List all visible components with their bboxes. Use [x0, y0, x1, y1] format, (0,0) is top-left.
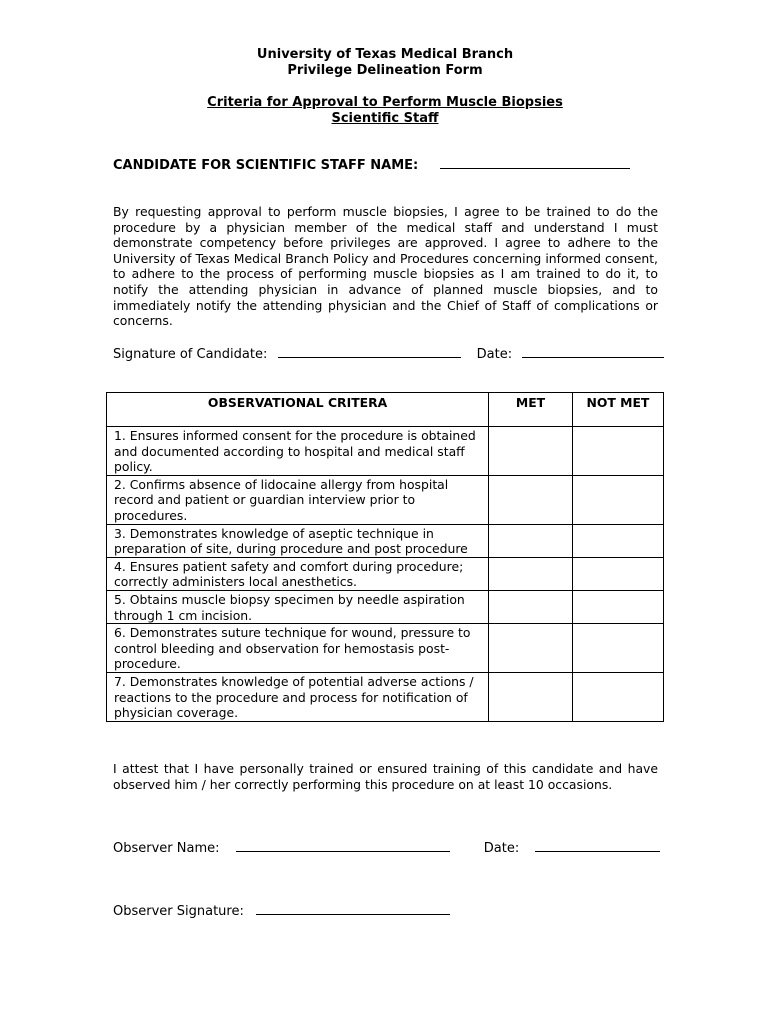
criterion-text: 2. Confirms absence of lidocaine allergy from hospital record and patient or guardian interview prior to procedures. — [107, 475, 489, 524]
met-cell[interactable] — [489, 427, 573, 476]
observer-name-row — [113, 839, 660, 857]
form-title: Privilege Delineation Form — [287, 63, 483, 78]
criteria-title: Criteria for Approval to Perform Muscle Biopsies — [207, 95, 563, 110]
not-met-cell[interactable] — [572, 624, 663, 673]
not-met-cell[interactable] — [572, 590, 663, 623]
criterion-text: 7. Demonstrates knowledge of potential adverse actions / reactions to the procedure and process for notification of physician coverage. — [107, 672, 489, 721]
observer-date-field[interactable] — [535, 839, 660, 852]
candidate-name-field[interactable] — [440, 156, 630, 169]
table-row — [107, 475, 664, 524]
agreement-paragraph: By requesting approval to perform muscle biopsies, I agree to be trained to do the procedure by a physician member of the medical staff and understand I must demonstrate competency before privileges are approved. I agree to adhere to the University of Texas Medical Branch Policy and Procedures concerning informed consent, to adhere to the process of performing muscle biopsies as I am trained to do it, to notify the attending physician in advance of planned muscle biopsies, and to immediately notify the attending physician and the Chief of Staff of complications or concerns. — [113, 204, 658, 329]
met-cell[interactable] — [489, 475, 573, 524]
table-row — [107, 557, 664, 590]
institution-title: University of Texas Medical Branch — [256, 47, 514, 62]
candidate-signature-field[interactable] — [278, 345, 461, 358]
table-row — [107, 524, 664, 557]
criteria-table — [106, 392, 664, 722]
observer-signature-row — [113, 902, 450, 920]
staff-type-title: Scientific Staff — [331, 111, 439, 126]
table-header-row — [107, 393, 664, 427]
candidate-name-row — [113, 156, 630, 174]
not-met-cell[interactable] — [572, 672, 663, 721]
met-cell[interactable] — [489, 524, 573, 557]
criteria-column-header: OBSERVATIONAL CRITERA — [107, 393, 489, 427]
table-row — [107, 624, 664, 673]
not-met-cell[interactable] — [572, 524, 663, 557]
observer-date-label: Date: — [483, 841, 520, 856]
not-met-column-header: NOT MET — [572, 393, 663, 427]
criterion-text: 3. Demonstrates knowledge of aseptic technique in preparation of site, during procedure and post procedure — [107, 524, 489, 557]
table-row — [107, 590, 664, 623]
not-met-cell[interactable] — [572, 475, 663, 524]
met-cell[interactable] — [489, 624, 573, 673]
criterion-text: 6. Demonstrates suture technique for wound, pressure to control bleeding and observation for hemostasis post-procedure. — [107, 624, 489, 673]
criterion-text: 1. Ensures informed consent for the procedure is obtained and documented according to hospital and medical staff policy. — [107, 427, 489, 476]
candidate-date-field[interactable] — [522, 345, 664, 358]
observer-signature-field[interactable] — [256, 902, 450, 915]
observer-signature-label: Observer Signature: — [113, 904, 244, 919]
observer-name-field[interactable] — [236, 839, 450, 852]
not-met-cell[interactable] — [572, 557, 663, 590]
criterion-text: 5. Obtains muscle biopsy specimen by needle aspiration through 1 cm incision. — [107, 590, 489, 623]
table-row — [107, 427, 664, 476]
met-cell[interactable] — [489, 557, 573, 590]
table-row — [107, 672, 664, 721]
attestation-paragraph: I attest that I have personally trained or ensured training of this candidate and have observed him / her correctly performing this procedure on at least 10 occasions. — [113, 761, 658, 792]
criterion-text: 4. Ensures patient safety and comfort during procedure; correctly administers local anesthetics. — [107, 557, 489, 590]
candidate-signature-label: Signature of Candidate: — [113, 347, 268, 362]
not-met-cell[interactable] — [572, 427, 663, 476]
met-cell[interactable] — [489, 672, 573, 721]
candidate-name-label: CANDIDATE FOR SCIENTIFIC STAFF NAME: — [113, 158, 419, 173]
met-cell[interactable] — [489, 590, 573, 623]
candidate-signature-row — [113, 345, 664, 363]
met-column-header: MET — [489, 393, 573, 427]
observer-name-label: Observer Name: — [113, 841, 220, 856]
candidate-date-label: Date: — [476, 347, 513, 362]
